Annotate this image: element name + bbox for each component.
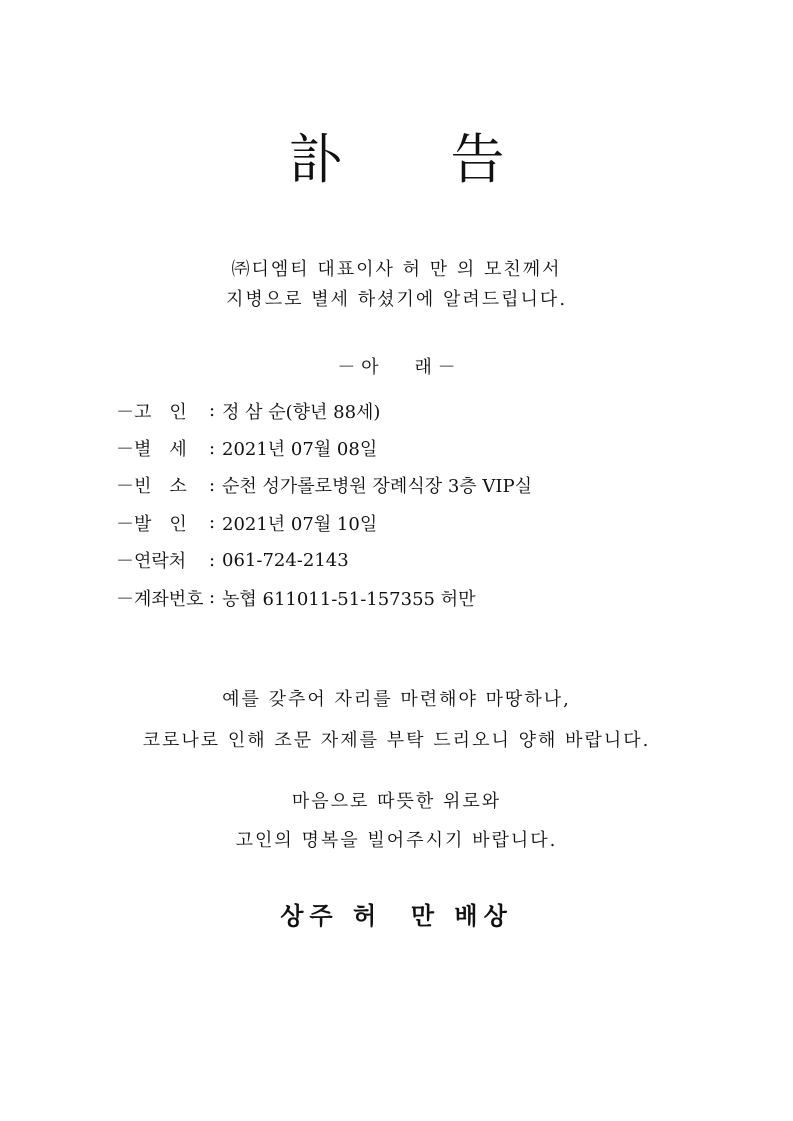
detail-row-bank-account	[116, 579, 756, 616]
detail-value: 순천 성가롤로병원 장례식장 3층 VIP실	[222, 476, 532, 498]
detail-value: 2021년 07월 10일	[222, 513, 378, 535]
detail-label: －계좌번호	[116, 588, 204, 610]
detail-value: 정 삼 순(향년 88세)	[222, 401, 381, 423]
detail-label: －별 세	[116, 439, 187, 461]
closing-line-4: 고인의 명복을 빌어주시기 바랍니다.	[235, 830, 558, 851]
detail-separator: :	[208, 437, 216, 459]
intro-line-2: 지병으로 별세 하셨기에 알려드립니다.	[225, 289, 568, 310]
intro-line-1: ㈜디엠티 대표이사 허 만 의 모친께서	[231, 259, 562, 280]
detail-value: 농협 611011-51-157355 허만	[222, 588, 476, 610]
detail-row-date-of-death	[116, 429, 756, 466]
detail-separator: :	[208, 400, 216, 422]
signature: 상주 허 만 배상	[280, 901, 513, 930]
detail-row-deceased	[116, 392, 756, 429]
detail-label: －빈 소	[116, 476, 187, 498]
section-heading: － 아 래 －	[337, 357, 456, 378]
closing-line-2: 코로나로 인해 조문 자제를 부탁 드리오니 양해 바랍니다.	[142, 730, 651, 751]
closing-line-3: 마음으로 따뜻한 위로와	[291, 791, 502, 812]
detail-separator: :	[208, 549, 216, 571]
detail-row-contact	[116, 542, 756, 579]
detail-separator: :	[208, 512, 216, 534]
detail-row-funeral-hall	[116, 467, 756, 504]
detail-row-burial	[116, 504, 756, 541]
detail-label: －고 인	[116, 401, 187, 423]
page-title: 訃 告	[288, 128, 505, 191]
detail-value: 061-724-2143	[222, 549, 349, 571]
closing-line-1: 예를 갖추어 자리를 마련해야 마땅하나,	[222, 689, 571, 710]
detail-separator: :	[208, 474, 216, 496]
detail-separator: :	[208, 587, 216, 609]
details-list	[116, 392, 756, 616]
detail-value: 2021년 07월 08일	[222, 439, 378, 461]
detail-label: －발 인	[116, 513, 187, 535]
detail-label: －연락처	[116, 551, 187, 573]
